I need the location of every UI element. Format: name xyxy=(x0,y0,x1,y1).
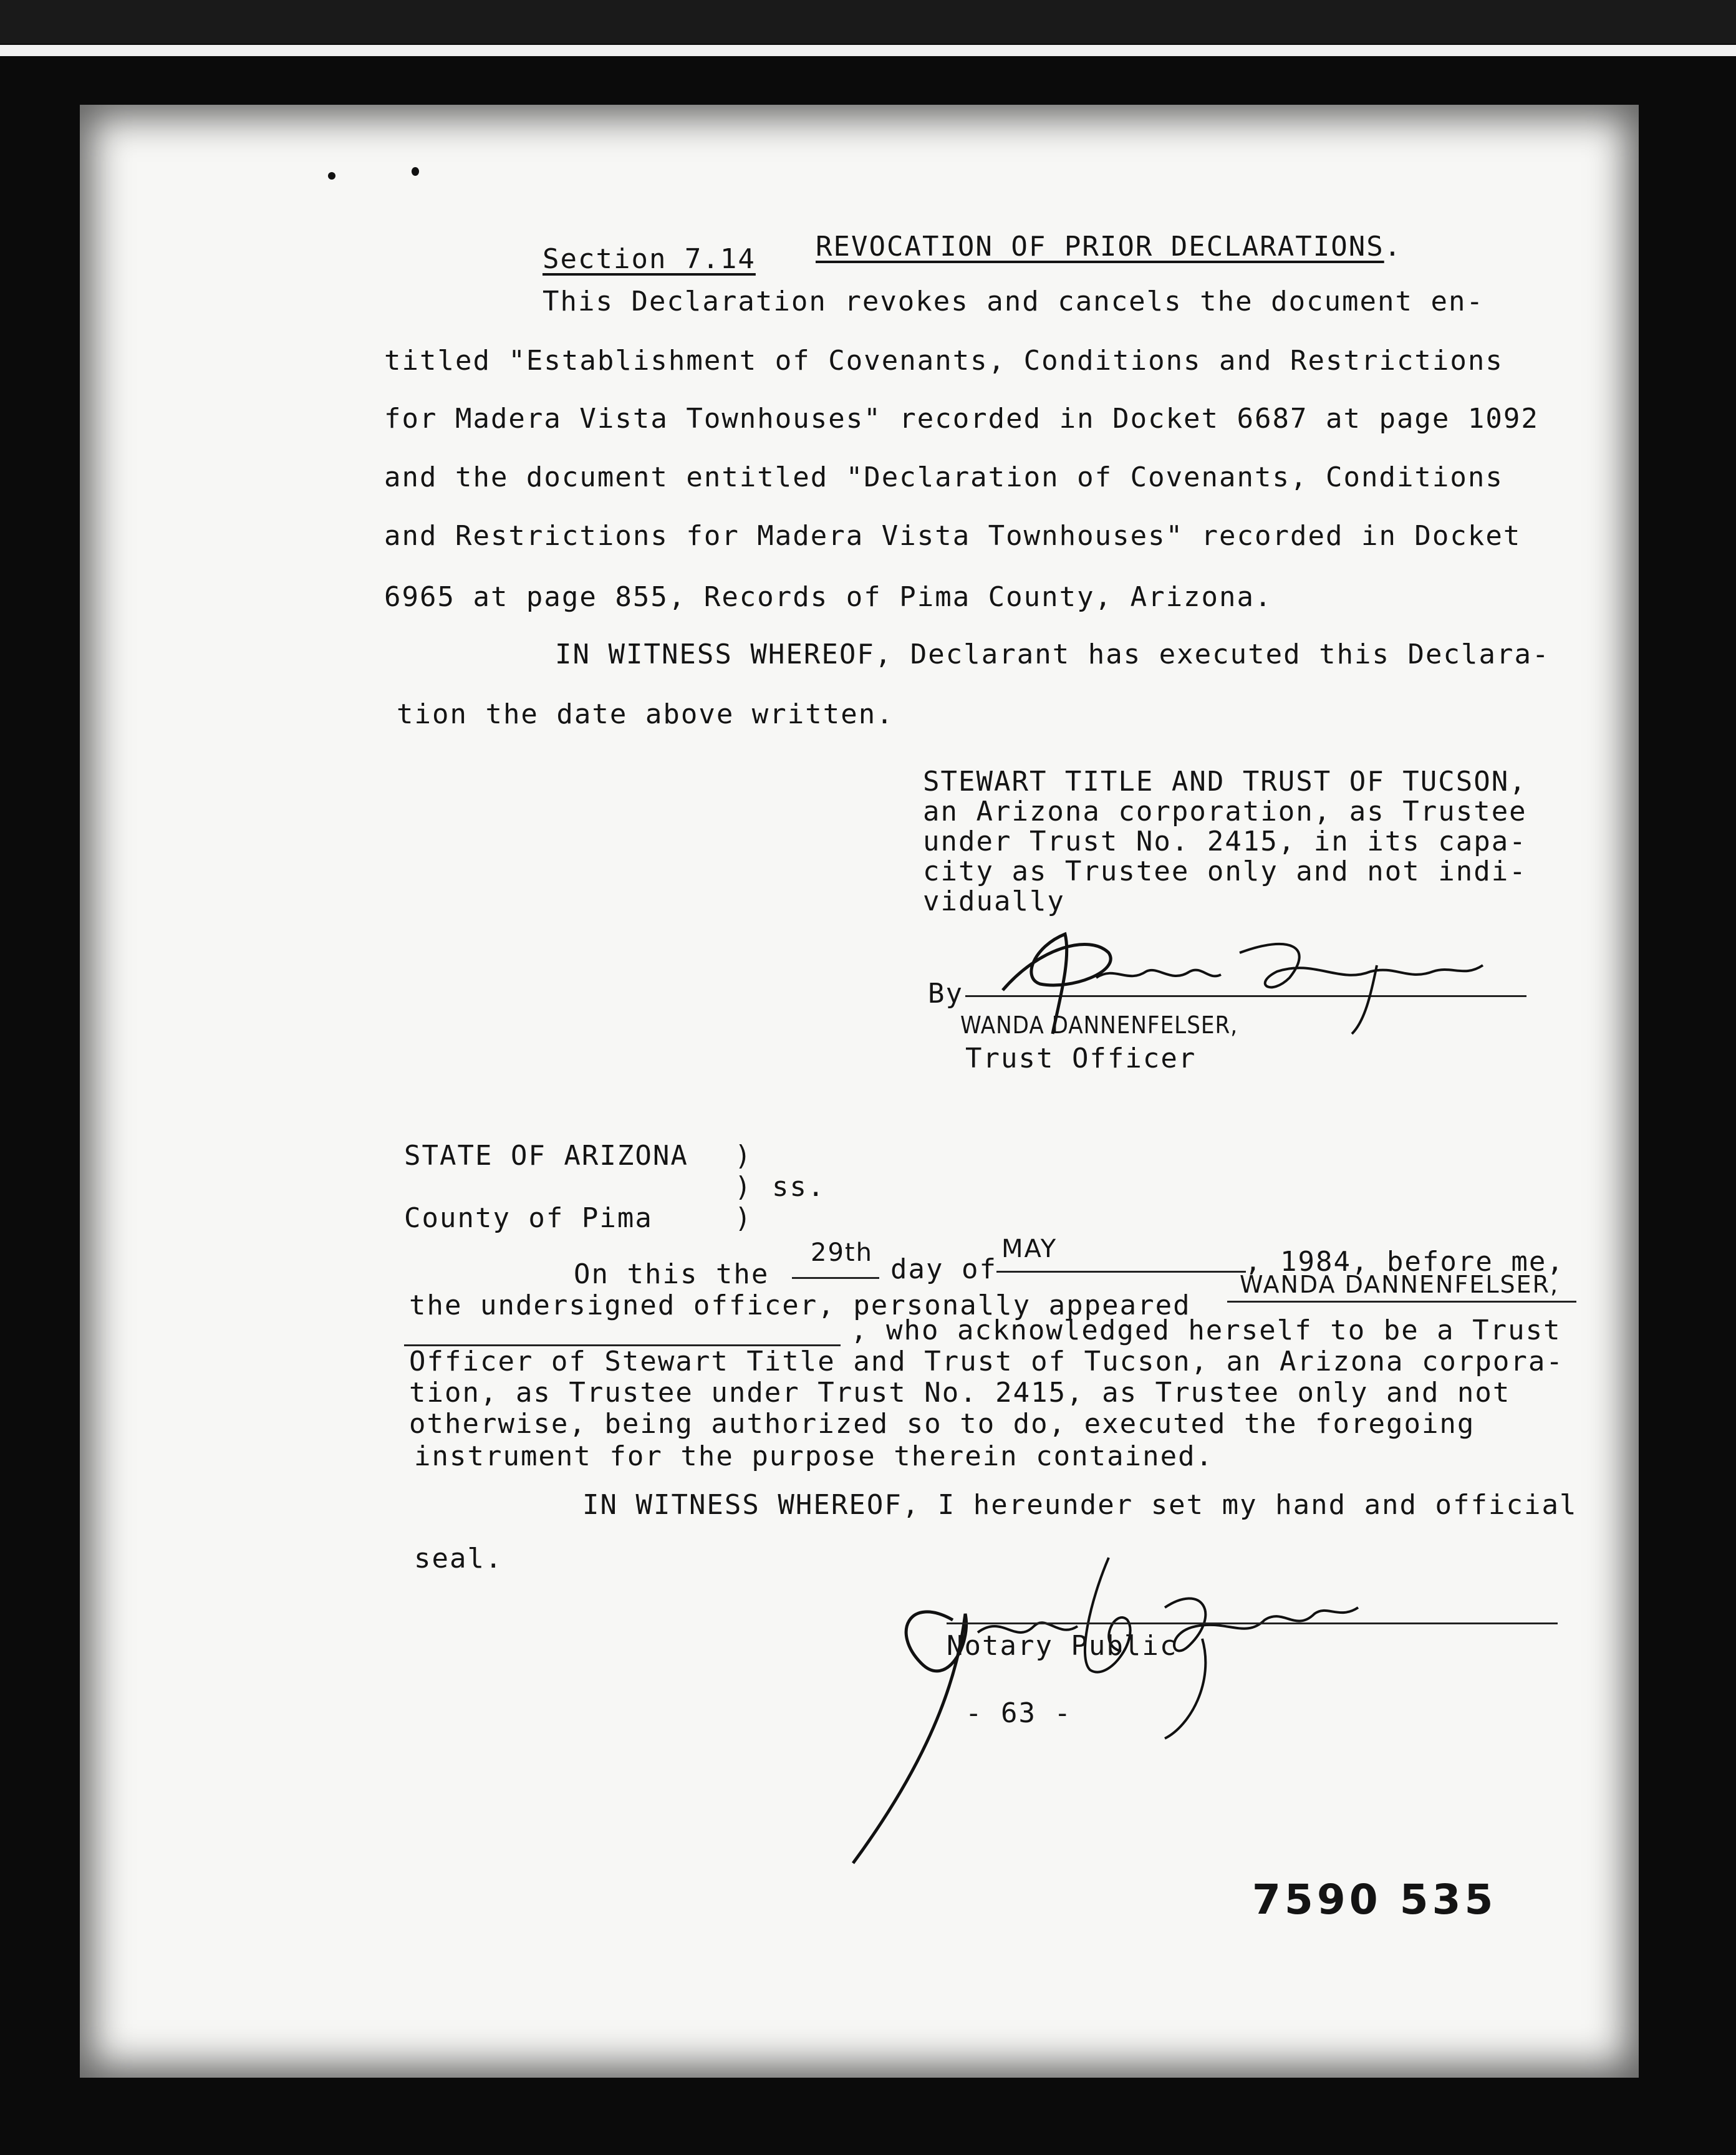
ack-line3: , who acknowledged herself to be a Trust xyxy=(851,1314,1561,1346)
section-title-period: . xyxy=(1384,231,1402,263)
ack-line4: Officer of Stewart Title and Trust of Tucson, an Arizona corpora- xyxy=(409,1346,1564,1377)
scan-speck xyxy=(328,172,335,180)
notary-label: Notary Public xyxy=(947,1630,1178,1662)
signer-name: WANDA DANNENFELSER, xyxy=(960,1011,1238,1039)
ack-year-before-me: , 1984, before me, xyxy=(1245,1246,1565,1278)
paragraph1-line: titled "Establishment of Covenants, Conditions and Restrictions xyxy=(384,345,1503,377)
witness2-line: seal. xyxy=(414,1543,503,1574)
section-title-text: REVOCATION OF PRIOR DECLARATIONS xyxy=(816,231,1384,263)
notary-signature-line xyxy=(947,1622,1558,1624)
scan-top-edge xyxy=(0,45,1736,56)
ack-name-line xyxy=(1227,1301,1576,1303)
venue-ss: ss. xyxy=(772,1171,826,1203)
paragraph1-line: for Madera Vista Townhouses" recorded in Docket 6687 at page 1092 xyxy=(384,403,1539,435)
section-title xyxy=(816,231,1402,263)
ack-line5: tion, as Trustee under Trust No. 2415, as Trustee only and not xyxy=(409,1377,1511,1409)
witness1-line: IN WITNESS WHEREOF, Declarant has executed this Declara- xyxy=(555,639,1550,670)
page-number: - 63 - xyxy=(965,1697,1072,1729)
docket-stamp: 7590 535 xyxy=(1252,1876,1497,1924)
ack-line2: the undersigned officer, personally appeared xyxy=(409,1290,1191,1321)
ack-line7: instrument for the purpose therein contained. xyxy=(414,1440,1214,1472)
ack-day: 29th xyxy=(811,1238,873,1267)
venue-state: STATE OF ARIZONA xyxy=(404,1140,688,1172)
paragraph1-line: and Restrictions for Madera Vista Townhouses" recorded in Docket xyxy=(384,520,1521,552)
section-number-text: Section 7.14 xyxy=(542,243,756,275)
trustee-line: vidually xyxy=(923,885,1065,917)
venue-paren: ) xyxy=(735,1140,753,1172)
paragraph1-line: This Declaration revokes and cancels the document en- xyxy=(542,286,1484,317)
trustee-line: STEWART TITLE AND TRUST OF TUCSON, xyxy=(923,766,1527,798)
ack-on-this-the: On this the xyxy=(574,1258,769,1290)
paragraph1-line: 6965 at page 855, Records of Pima County, Arizona. xyxy=(384,581,1273,613)
notary-signature-handwriting xyxy=(816,1539,1439,1888)
ack-month: MAY xyxy=(1001,1235,1058,1263)
trustee-line: under Trust No. 2415, in its capa- xyxy=(923,826,1527,857)
witness2-line: IN WITNESS WHEREOF, I hereunder set my hand and official xyxy=(582,1489,1578,1521)
trustee-line: city as Trustee only and not indi- xyxy=(923,856,1527,887)
ack-day-line xyxy=(792,1277,879,1279)
scan-speck xyxy=(412,167,419,176)
venue-county: County of Pima xyxy=(404,1202,653,1234)
by-label: By xyxy=(928,978,963,1010)
paragraph1-line: and the document entitled "Declaration of Covenants, Conditions xyxy=(384,461,1503,493)
ack-day-of: day of xyxy=(890,1253,997,1285)
venue-paren: ) xyxy=(735,1202,753,1234)
ack-month-line xyxy=(996,1271,1246,1273)
trustee-line: an Arizona corporation, as Trustee xyxy=(923,796,1527,827)
section-number xyxy=(542,243,756,275)
venue-paren: ) xyxy=(735,1171,753,1203)
ack-line6: otherwise, being authorized so to do, executed the foregoing xyxy=(409,1408,1475,1440)
scan-top-border xyxy=(0,0,1736,44)
document-page xyxy=(80,105,1639,2078)
signer-title: Trust Officer xyxy=(965,1043,1197,1074)
ack-appeared-name: WANDA DANNENFELSER, xyxy=(1240,1271,1560,1298)
witness1-line: tion the date above written. xyxy=(397,698,894,730)
